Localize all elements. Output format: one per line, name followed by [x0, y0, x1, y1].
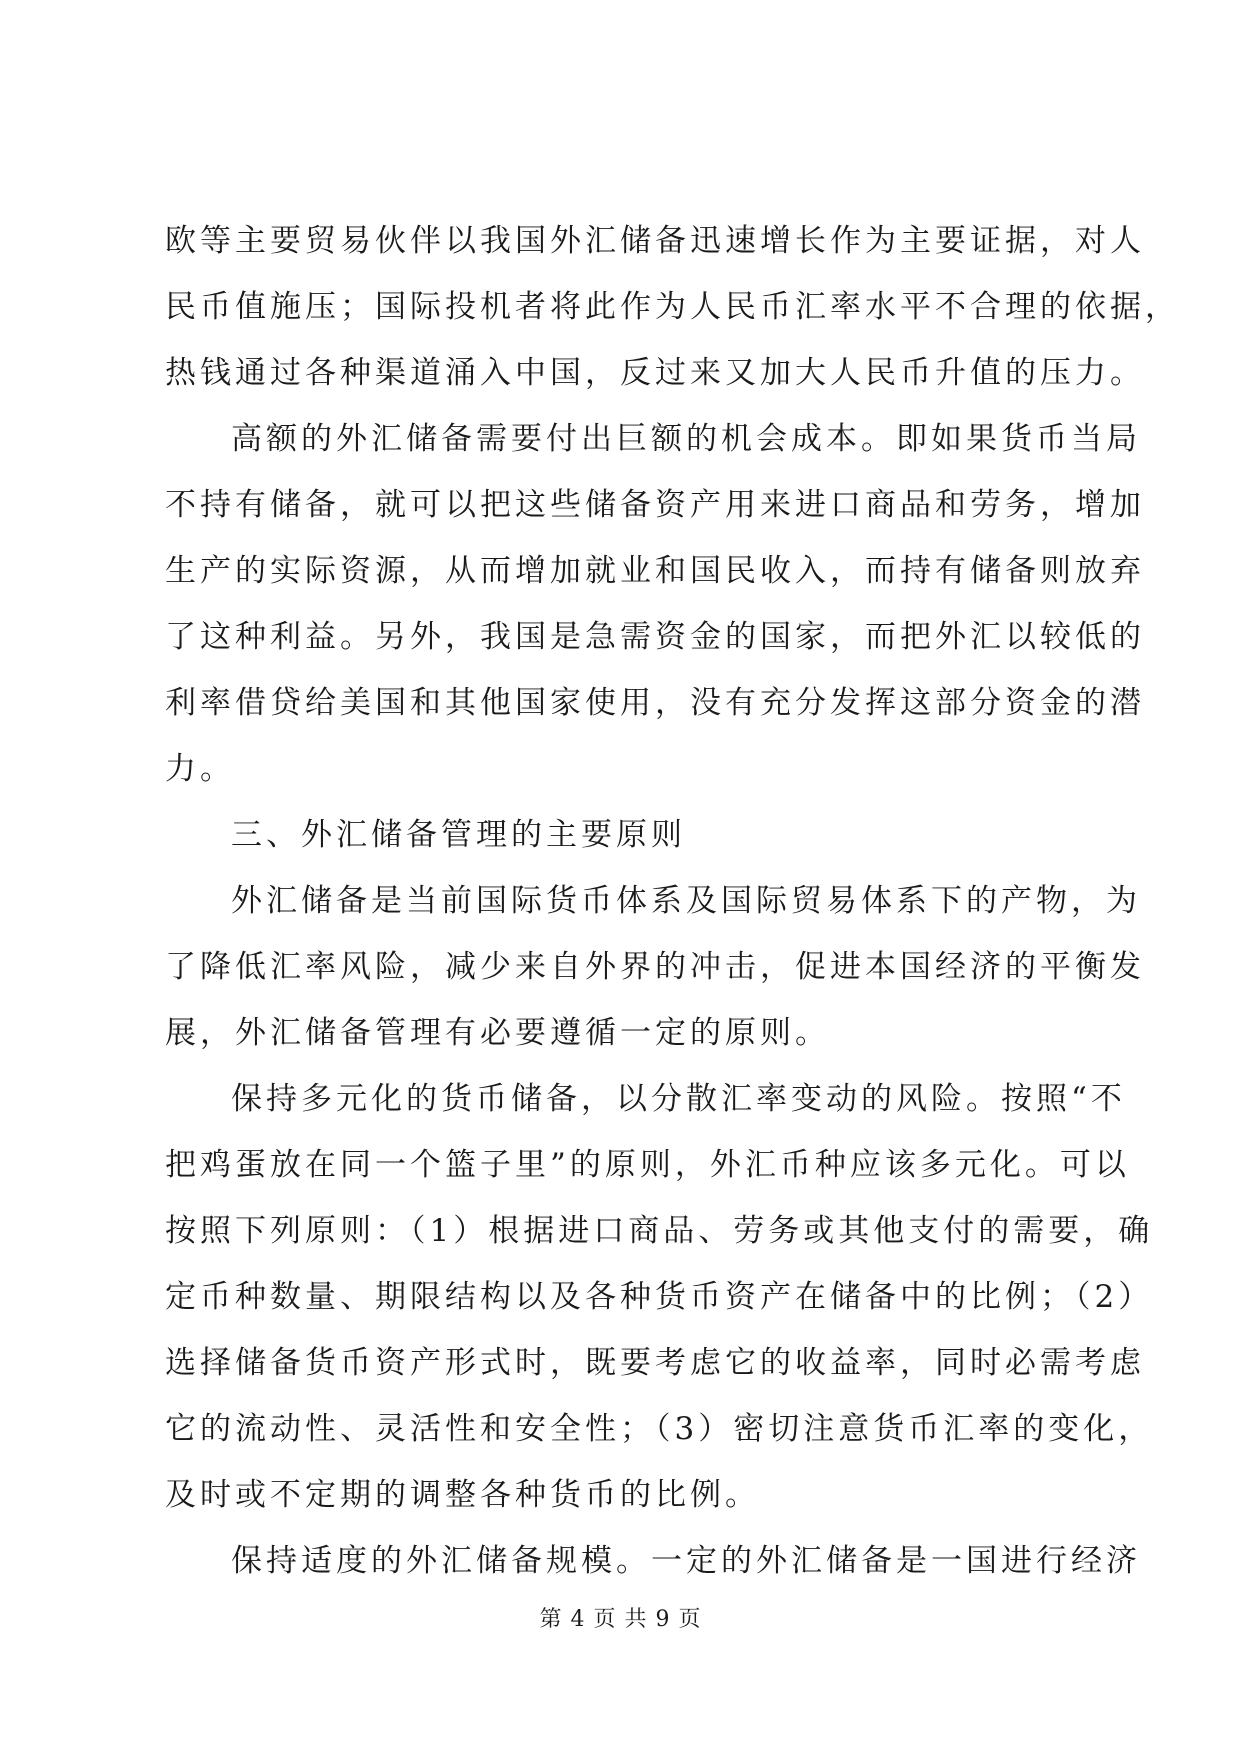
text-line: 不持有储备，就可以把这些储备资产用来进口商品和劳务，增加 — [165, 487, 1145, 523]
text-line: 定币种数量、期限结构以及各种货币资产在储备中的比例；（2） — [165, 1279, 1154, 1315]
text-line: 了这种利益。另外，我国是急需资金的国家，而把外汇以较低的 — [165, 619, 1145, 655]
text-line: 生产的实际资源，从而增加就业和国民收入，而持有储备则放弃 — [165, 553, 1145, 589]
text-line: 了降低汇率风险，减少来自外界的冲击，促进本国经济的平衡发 — [165, 949, 1145, 985]
text-line: 欧等主要贸易伙伴以我国外汇储备迅速增长作为主要证据，对人 — [165, 223, 1145, 259]
text-line: 按照下列原则：（1）根据进口商品、劳务或其他支付的需要，确 — [165, 1213, 1154, 1249]
text-line: 及时或不定期的调整各种货币的比例。 — [165, 1477, 760, 1513]
text-line: 展，外汇储备管理有必要遵循一定的原则。 — [165, 1015, 830, 1051]
text-line: 它的流动性、灵活性和安全性；（3）密切注意货币汇率的变化， — [165, 1411, 1154, 1447]
paragraph-first-line: 外汇储备是当前国际货币体系及国际贸易体系下的产物，为 — [231, 883, 1141, 919]
text-line: 选择储备货币资产形式时，既要考虑它的收益率，同时必需考虑 — [165, 1345, 1145, 1381]
paragraph-first-line: 高额的外汇储备需要付出巨额的机会成本。即如果货币当局 — [231, 421, 1141, 457]
text-line: 民币值施压；国际投机者将此作为人民币汇率水平不合理的依据， — [165, 289, 1180, 325]
text-line: 利率借贷给美国和其他国家使用，没有充分发挥这部分资金的潜 — [165, 685, 1145, 721]
document-body — [165, 208, 1180, 1594]
paragraph-first-line: 三、外汇储备管理的主要原则 — [231, 817, 686, 853]
page-footer: 第 4 页 共 9 页 — [539, 1607, 702, 1632]
paragraph-first-line: 保持适度的外汇储备规模。一定的外汇储备是一国进行经济 — [231, 1543, 1141, 1579]
text-line: 把鸡蛋放在同一个篮子里”的原则，外汇币种应该多元化。可以 — [165, 1147, 1130, 1183]
text-line: 力。 — [165, 751, 235, 787]
text-line: 热钱通过各种渠道涌入中国，反过来又加大人民币升值的压力。 — [165, 355, 1145, 391]
paragraph-first-line: 保持多元化的货币储备，以分散汇率变动的风险。按照“不 — [231, 1081, 1126, 1117]
